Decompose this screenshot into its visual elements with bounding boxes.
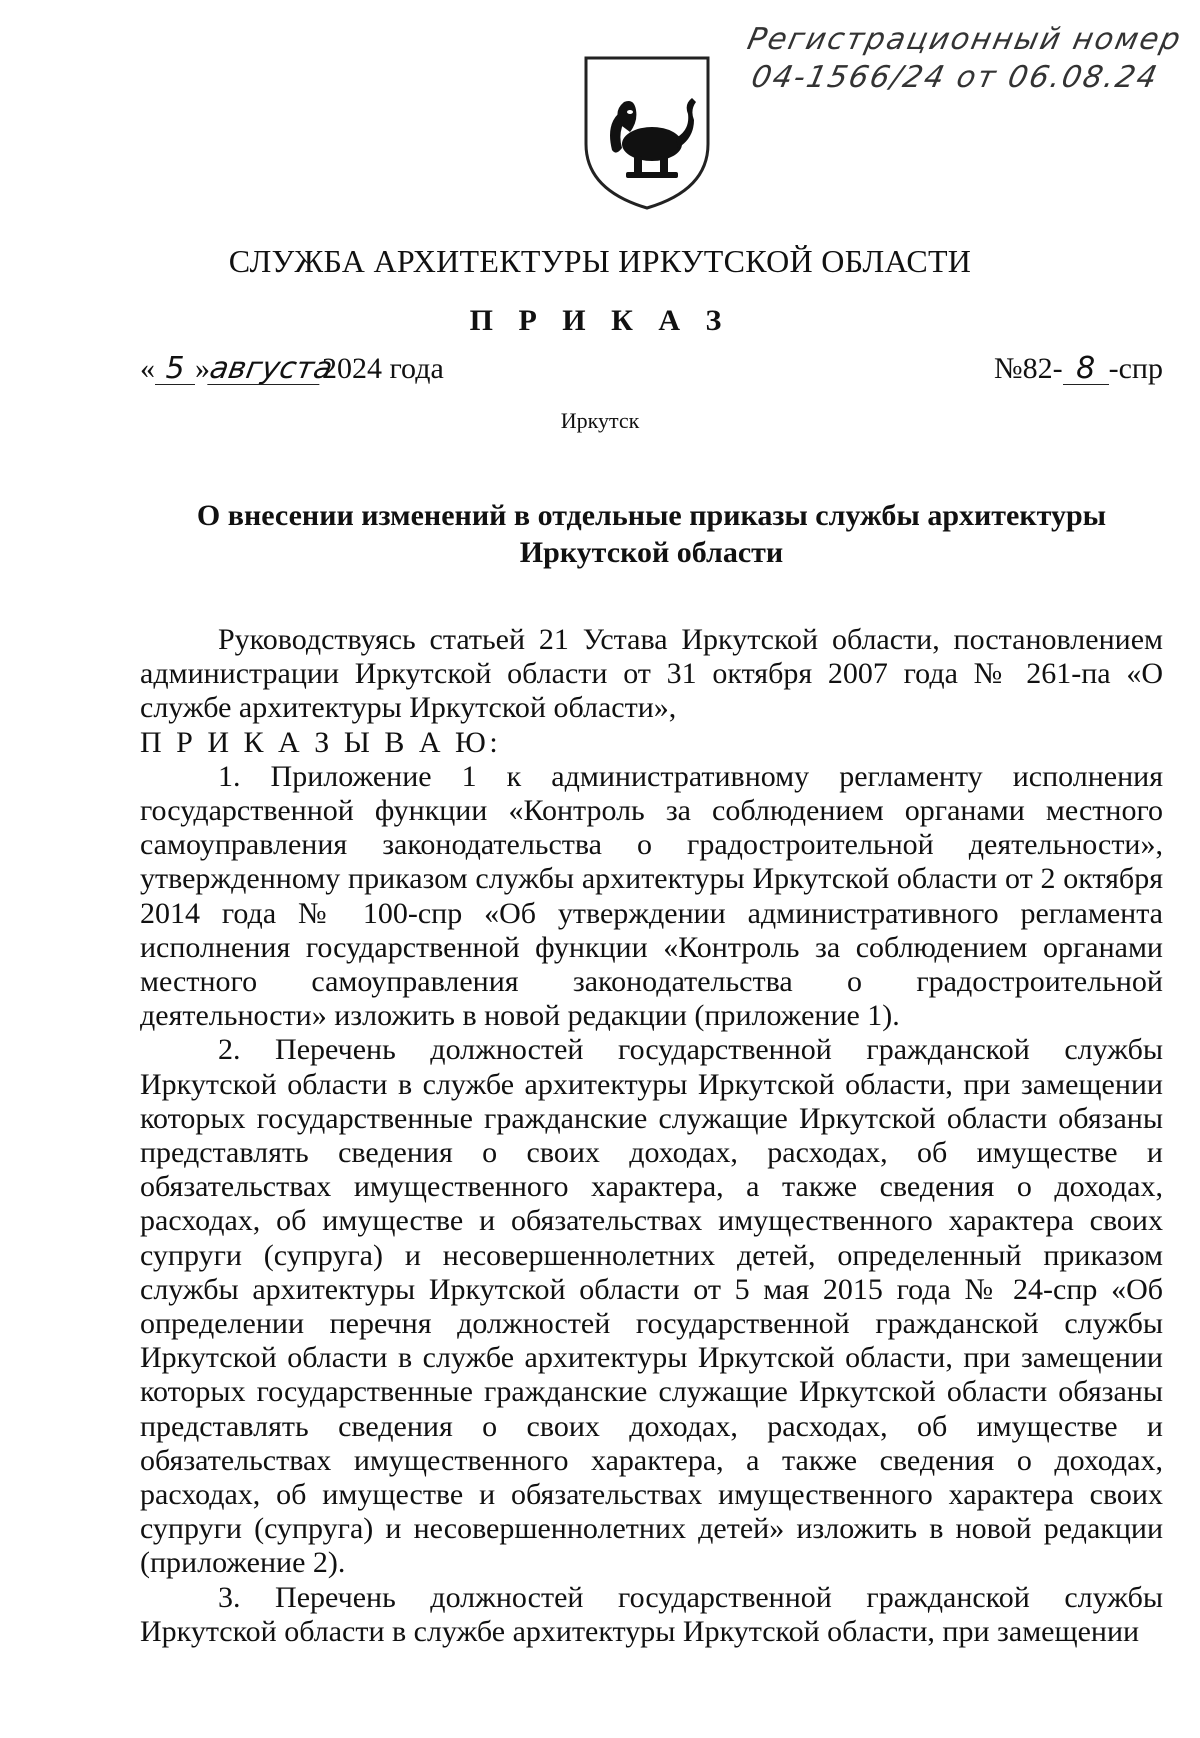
order-body	[140, 623, 1163, 1649]
subject-line2: Иркутской области	[519, 536, 784, 569]
decree-heading: П Р И К А З Ы В А Ю:	[140, 725, 502, 759]
subject-line1: О внесении изменений в отдельные приказы службы архитектуры	[196, 499, 1107, 532]
date-open-quote: «	[140, 352, 155, 385]
item-2-paragraph: 2. Перечень должностей государственной гражданской службы Иркутской области в службе архитектуры Иркутской области, при замещении которых государственные гражданские служащие Иркутской области обязаны представлять сведения о своих доходах, расходах, об имуществе и обязательствах имущественного характера, а также сведения о доходах, расходах, об имуществе и обязательствах имущественного характера своих супруги (супруга) и несовершеннолетних детей, определенный приказом службы архитектуры Иркутской области от 5 мая 2015 года № 24-спр «Об определении перечня должностей государственной гражданской службы Иркутской области в службе архитектуры Иркутской области, при замещении которых государственные гражданские служащие Иркутской области обязаны представлять сведения о своих доходах, расходах, об имуществе и обязательствах имущественного характера, а также сведения о доходах, расходах, об имуществе и обязательствах имущественного характера своих супруги (супруга) и несовершеннолетних детей» изложить в новой редакции (приложение 2).	[140, 1033, 1163, 1580]
date-number-row	[140, 352, 1163, 396]
registration-note-line2: 04-1566/24 от 06.08.24	[748, 60, 1162, 95]
number-prefix: №82-	[994, 352, 1063, 385]
date-day: 5	[155, 354, 195, 385]
date-year: 2024 года	[322, 352, 444, 385]
number-suffix: -спр	[1108, 352, 1163, 385]
authority-name: СЛУЖБА АРХИТЕКТУРЫ ИРКУТСКОЙ ОБЛАСТИ	[228, 243, 972, 279]
city-name: Иркутск	[560, 408, 640, 433]
registration-note-line1: Регистрационный номер	[744, 22, 1186, 57]
coat-of-arms-emblem	[578, 52, 716, 212]
preamble-paragraph: Руководствуясь статьей 21 Устава Иркутской области, постановлением администрации Иркутской области от 31 октября 2007 года № 261-па «О службе архитектуры Иркутской области»,	[140, 623, 1163, 725]
order-date	[140, 352, 444, 386]
date-close-quote: »	[195, 352, 210, 385]
date-month: августа	[207, 351, 336, 386]
item-1-paragraph: 1. Приложение 1 к административному регламенту исполнения государственной функции «Контроль за соблюдением органами местного самоуправления законодательства о градостроительной деятельности», утвержденному приказом службы архитектуры Иркутской области от 2 октября 2014 года № 100-спр «Об утверждении административного регламента исполнения государственной функции «Контроль за соблюдением органами местного самоуправления законодательства о градостроительной деятельности» изложить в новой редакции (приложение 1).	[140, 759, 1163, 1033]
order-number	[994, 352, 1163, 386]
number-handwritten: 8	[1063, 354, 1109, 385]
order-subject	[140, 497, 1163, 571]
document-type-title: П Р И К А З	[469, 304, 731, 337]
item-3-paragraph: 3. Перечень должностей государственной гражданской службы Иркутской области в службе архитектуры Иркутской области, при замещении	[140, 1580, 1163, 1648]
